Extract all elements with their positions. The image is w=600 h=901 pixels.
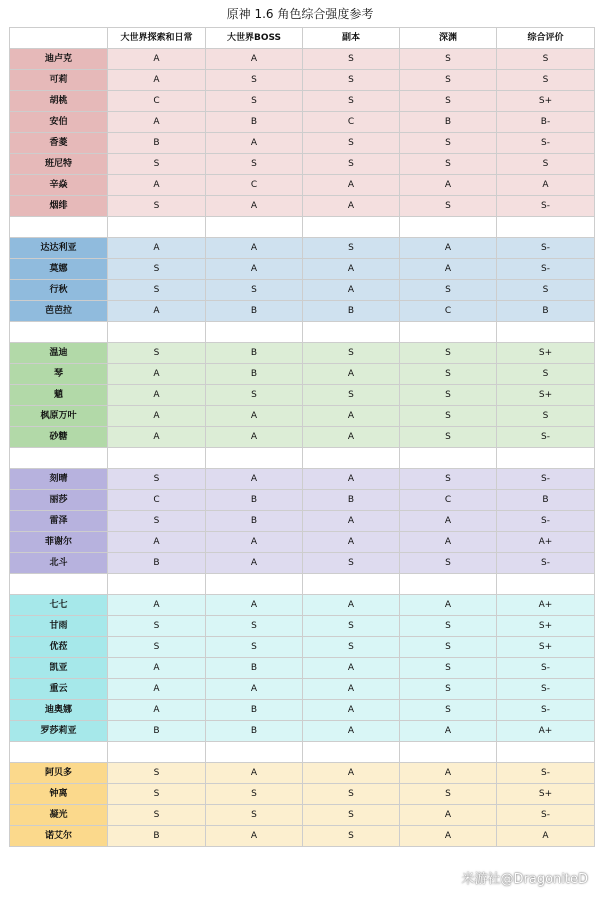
exploration-grade: A — [108, 175, 206, 196]
exploration-grade: S — [108, 469, 206, 490]
table-body — [10, 49, 595, 847]
world-boss-grade: S — [206, 154, 303, 175]
domain-grade: S — [303, 826, 400, 847]
exploration-grade: C — [108, 91, 206, 112]
table-row — [10, 826, 595, 847]
overall-grade: S- — [497, 511, 595, 532]
spacer-cell — [497, 448, 595, 469]
world-boss-grade: A — [206, 679, 303, 700]
spacer-cell — [10, 448, 108, 469]
domain-grade: A — [303, 700, 400, 721]
character-name: 北斗 — [10, 553, 108, 574]
world-boss-grade: B — [206, 490, 303, 511]
world-boss-grade: B — [206, 721, 303, 742]
group-spacer-row — [10, 574, 595, 595]
abyss-grade: S — [400, 280, 497, 301]
world-boss-grade: B — [206, 364, 303, 385]
spacer-cell — [303, 217, 400, 238]
abyss-grade: S — [400, 91, 497, 112]
abyss-grade: S — [400, 784, 497, 805]
exploration-grade: A — [108, 301, 206, 322]
overall-grade: B — [497, 490, 595, 511]
world-boss-grade: S — [206, 385, 303, 406]
spacer-cell — [303, 448, 400, 469]
table-row — [10, 343, 595, 364]
character-name: 达达利亚 — [10, 238, 108, 259]
exploration-grade: S — [108, 259, 206, 280]
spacer-cell — [206, 322, 303, 343]
abyss-grade: S — [400, 469, 497, 490]
character-name: 重云 — [10, 679, 108, 700]
character-name: 菲谢尔 — [10, 532, 108, 553]
character-name: 行秋 — [10, 280, 108, 301]
overall-grade: A+ — [497, 532, 595, 553]
exploration-grade: S — [108, 805, 206, 826]
exploration-grade: S — [108, 343, 206, 364]
world-boss-grade: B — [206, 343, 303, 364]
spacer-cell — [497, 742, 595, 763]
exploration-grade: S — [108, 637, 206, 658]
overall-grade: S- — [497, 427, 595, 448]
character-name: 胡桃 — [10, 91, 108, 112]
abyss-grade: S — [400, 343, 497, 364]
spacer-cell — [108, 742, 206, 763]
table-row — [10, 364, 595, 385]
spacer-cell — [108, 322, 206, 343]
exploration-grade: A — [108, 658, 206, 679]
domain-grade: C — [303, 112, 400, 133]
domain-grade: A — [303, 427, 400, 448]
overall-grade: S — [497, 280, 595, 301]
table-row — [10, 553, 595, 574]
character-name: 香菱 — [10, 133, 108, 154]
table-row — [10, 238, 595, 259]
abyss-grade: A — [400, 721, 497, 742]
overall-grade: S- — [497, 238, 595, 259]
overall-grade: S- — [497, 133, 595, 154]
spacer-cell — [400, 217, 497, 238]
spacer-cell — [303, 742, 400, 763]
domain-grade: S — [303, 616, 400, 637]
character-name: 温迪 — [10, 343, 108, 364]
domain-grade: S — [303, 343, 400, 364]
character-name: 凯亚 — [10, 658, 108, 679]
exploration-grade: S — [108, 763, 206, 784]
spacer-cell — [400, 742, 497, 763]
domain-grade: A — [303, 511, 400, 532]
domain-grade: S — [303, 133, 400, 154]
world-boss-grade: A — [206, 49, 303, 70]
world-boss-grade: C — [206, 175, 303, 196]
character-name: 辛焱 — [10, 175, 108, 196]
exploration-grade: S — [108, 784, 206, 805]
domain-grade: S — [303, 805, 400, 826]
domain-grade: S — [303, 553, 400, 574]
domain-grade: S — [303, 154, 400, 175]
abyss-grade: S — [400, 658, 497, 679]
table-row — [10, 385, 595, 406]
table-row — [10, 469, 595, 490]
character-name: 七七 — [10, 595, 108, 616]
table-row — [10, 427, 595, 448]
abyss-grade: A — [400, 532, 497, 553]
world-boss-grade: B — [206, 511, 303, 532]
table-row — [10, 175, 595, 196]
character-name: 可莉 — [10, 70, 108, 91]
domain-grade: A — [303, 658, 400, 679]
domain-grade: S — [303, 238, 400, 259]
spacer-cell — [400, 448, 497, 469]
exploration-grade: A — [108, 49, 206, 70]
abyss-grade: S — [400, 196, 497, 217]
domain-grade: B — [303, 301, 400, 322]
spacer-cell — [108, 448, 206, 469]
spacer-cell — [497, 322, 595, 343]
table-row — [10, 133, 595, 154]
character-name: 凝光 — [10, 805, 108, 826]
domain-grade: S — [303, 385, 400, 406]
overall-grade: A — [497, 175, 595, 196]
group-spacer-row — [10, 742, 595, 763]
domain-grade: A — [303, 721, 400, 742]
table-row — [10, 658, 595, 679]
character-name: 魈 — [10, 385, 108, 406]
page-title: 原神 1.6 角色综合强度参考 — [226, 7, 374, 21]
exploration-grade: B — [108, 826, 206, 847]
abyss-grade: S — [400, 427, 497, 448]
abyss-grade: S — [400, 49, 497, 70]
exploration-grade: A — [108, 595, 206, 616]
group-spacer-row — [10, 217, 595, 238]
abyss-grade: S — [400, 70, 497, 91]
abyss-grade: B — [400, 112, 497, 133]
world-boss-grade: S — [206, 616, 303, 637]
world-boss-grade: B — [206, 301, 303, 322]
abyss-grade: A — [400, 805, 497, 826]
overall-grade: S- — [497, 469, 595, 490]
table-row — [10, 511, 595, 532]
exploration-grade: C — [108, 490, 206, 511]
table-row — [10, 259, 595, 280]
domain-grade: A — [303, 469, 400, 490]
abyss-grade: A — [400, 238, 497, 259]
domain-grade: A — [303, 679, 400, 700]
table-row — [10, 196, 595, 217]
world-boss-grade: A — [206, 196, 303, 217]
table-row — [10, 112, 595, 133]
header-abyss: 深渊 — [400, 28, 497, 49]
domain-grade: A — [303, 196, 400, 217]
character-name: 枫原万叶 — [10, 406, 108, 427]
spacer-cell — [10, 742, 108, 763]
character-name: 阿贝多 — [10, 763, 108, 784]
table-row — [10, 406, 595, 427]
abyss-grade: A — [400, 826, 497, 847]
overall-grade: S- — [497, 805, 595, 826]
exploration-grade: S — [108, 154, 206, 175]
domain-grade: A — [303, 280, 400, 301]
table-row — [10, 49, 595, 70]
character-name: 安伯 — [10, 112, 108, 133]
domain-grade: A — [303, 595, 400, 616]
overall-grade: S — [497, 406, 595, 427]
table-row — [10, 70, 595, 91]
overall-grade: S- — [497, 763, 595, 784]
spacer-cell — [206, 742, 303, 763]
exploration-grade: A — [108, 427, 206, 448]
world-boss-grade: A — [206, 826, 303, 847]
abyss-grade: S — [400, 154, 497, 175]
header-corner — [10, 28, 108, 49]
world-boss-grade: S — [206, 784, 303, 805]
overall-grade: S+ — [497, 784, 595, 805]
table-row — [10, 721, 595, 742]
spacer-cell — [400, 574, 497, 595]
domain-grade: A — [303, 364, 400, 385]
exploration-grade: A — [108, 70, 206, 91]
character-name: 钟离 — [10, 784, 108, 805]
character-name: 罗莎莉亚 — [10, 721, 108, 742]
character-name: 雷泽 — [10, 511, 108, 532]
table-row — [10, 700, 595, 721]
exploration-grade: A — [108, 406, 206, 427]
world-boss-grade: B — [206, 658, 303, 679]
spacer-cell — [206, 574, 303, 595]
table-row — [10, 490, 595, 511]
abyss-grade: C — [400, 490, 497, 511]
table-row — [10, 532, 595, 553]
group-spacer-row — [10, 448, 595, 469]
abyss-grade: A — [400, 511, 497, 532]
overall-grade: S+ — [497, 343, 595, 364]
world-boss-grade: A — [206, 532, 303, 553]
exploration-grade: B — [108, 721, 206, 742]
overall-grade: B- — [497, 112, 595, 133]
world-boss-grade: S — [206, 91, 303, 112]
overall-grade: S — [497, 49, 595, 70]
world-boss-grade: S — [206, 280, 303, 301]
world-boss-grade: A — [206, 427, 303, 448]
world-boss-grade: B — [206, 700, 303, 721]
world-boss-grade: A — [206, 763, 303, 784]
watermark: 米游社@DragoniteD — [461, 872, 588, 887]
spacer-cell — [10, 322, 108, 343]
domain-grade: A — [303, 406, 400, 427]
character-name: 砂糖 — [10, 427, 108, 448]
overall-grade: S- — [497, 700, 595, 721]
spacer-cell — [206, 448, 303, 469]
strength-table — [9, 27, 595, 847]
character-name: 优菈 — [10, 637, 108, 658]
exploration-grade: B — [108, 553, 206, 574]
spacer-cell — [497, 217, 595, 238]
spacer-cell — [303, 574, 400, 595]
exploration-grade: S — [108, 196, 206, 217]
world-boss-grade: S — [206, 637, 303, 658]
spacer-cell — [400, 322, 497, 343]
header-overall: 综合评价 — [497, 28, 595, 49]
domain-grade: S — [303, 91, 400, 112]
exploration-grade: A — [108, 385, 206, 406]
world-boss-grade: A — [206, 259, 303, 280]
exploration-grade: A — [108, 532, 206, 553]
abyss-grade: S — [400, 616, 497, 637]
character-name: 丽莎 — [10, 490, 108, 511]
table-row — [10, 301, 595, 322]
world-boss-grade: A — [206, 469, 303, 490]
overall-grade: S+ — [497, 616, 595, 637]
world-boss-grade: A — [206, 133, 303, 154]
character-name: 迪卢克 — [10, 49, 108, 70]
overall-grade: S- — [497, 658, 595, 679]
character-name: 琴 — [10, 364, 108, 385]
abyss-grade: S — [400, 364, 497, 385]
domain-grade: B — [303, 490, 400, 511]
exploration-grade: S — [108, 616, 206, 637]
exploration-grade: S — [108, 280, 206, 301]
domain-grade: S — [303, 49, 400, 70]
overall-grade: S- — [497, 196, 595, 217]
overall-grade: S+ — [497, 91, 595, 112]
domain-grade: A — [303, 175, 400, 196]
spacer-cell — [10, 574, 108, 595]
spacer-cell — [10, 217, 108, 238]
overall-grade: B — [497, 301, 595, 322]
overall-grade: A+ — [497, 721, 595, 742]
spacer-cell — [206, 217, 303, 238]
world-boss-grade: A — [206, 553, 303, 574]
abyss-grade: S — [400, 133, 497, 154]
domain-grade: S — [303, 70, 400, 91]
abyss-grade: A — [400, 763, 497, 784]
exploration-grade: A — [108, 364, 206, 385]
overall-grade: S- — [497, 553, 595, 574]
overall-grade: S- — [497, 259, 595, 280]
exploration-grade: A — [108, 700, 206, 721]
abyss-grade: S — [400, 385, 497, 406]
overall-grade: S — [497, 154, 595, 175]
table-row — [10, 784, 595, 805]
overall-grade: S- — [497, 679, 595, 700]
exploration-grade: B — [108, 133, 206, 154]
domain-grade: A — [303, 763, 400, 784]
header-row — [10, 28, 595, 49]
header-exploration: 大世界探索和日常 — [108, 28, 206, 49]
table-row — [10, 637, 595, 658]
table-row — [10, 679, 595, 700]
table-row — [10, 805, 595, 826]
abyss-grade: S — [400, 637, 497, 658]
overall-grade: A — [497, 826, 595, 847]
table-row — [10, 280, 595, 301]
overall-grade: S+ — [497, 385, 595, 406]
table-row — [10, 763, 595, 784]
character-name: 莫娜 — [10, 259, 108, 280]
domain-grade: A — [303, 259, 400, 280]
table-row — [10, 154, 595, 175]
world-boss-grade: A — [206, 406, 303, 427]
character-name: 甘雨 — [10, 616, 108, 637]
character-name: 烟绯 — [10, 196, 108, 217]
table-row — [10, 595, 595, 616]
domain-grade: S — [303, 637, 400, 658]
spacer-cell — [303, 322, 400, 343]
overall-grade: S+ — [497, 637, 595, 658]
world-boss-grade: S — [206, 70, 303, 91]
group-spacer-row — [10, 322, 595, 343]
header-world-boss: 大世界BOSS — [206, 28, 303, 49]
character-name: 迪奥娜 — [10, 700, 108, 721]
header-domain: 副本 — [303, 28, 400, 49]
abyss-grade: S — [400, 700, 497, 721]
abyss-grade: C — [400, 301, 497, 322]
overall-grade: A+ — [497, 595, 595, 616]
spacer-cell — [497, 574, 595, 595]
abyss-grade: A — [400, 175, 497, 196]
character-name: 刻晴 — [10, 469, 108, 490]
abyss-grade: S — [400, 406, 497, 427]
spacer-cell — [108, 217, 206, 238]
domain-grade: S — [303, 784, 400, 805]
world-boss-grade: B — [206, 112, 303, 133]
abyss-grade: A — [400, 595, 497, 616]
exploration-grade: A — [108, 238, 206, 259]
character-name: 班尼特 — [10, 154, 108, 175]
abyss-grade: S — [400, 553, 497, 574]
exploration-grade: A — [108, 679, 206, 700]
table-row — [10, 91, 595, 112]
table-row — [10, 616, 595, 637]
character-name: 芭芭拉 — [10, 301, 108, 322]
character-name: 诺艾尔 — [10, 826, 108, 847]
overall-grade: S — [497, 70, 595, 91]
world-boss-grade: A — [206, 238, 303, 259]
exploration-grade: S — [108, 511, 206, 532]
world-boss-grade: S — [206, 805, 303, 826]
domain-grade: A — [303, 532, 400, 553]
overall-grade: S — [497, 364, 595, 385]
abyss-grade: S — [400, 679, 497, 700]
abyss-grade: A — [400, 259, 497, 280]
world-boss-grade: A — [206, 595, 303, 616]
spacer-cell — [108, 574, 206, 595]
exploration-grade: A — [108, 112, 206, 133]
